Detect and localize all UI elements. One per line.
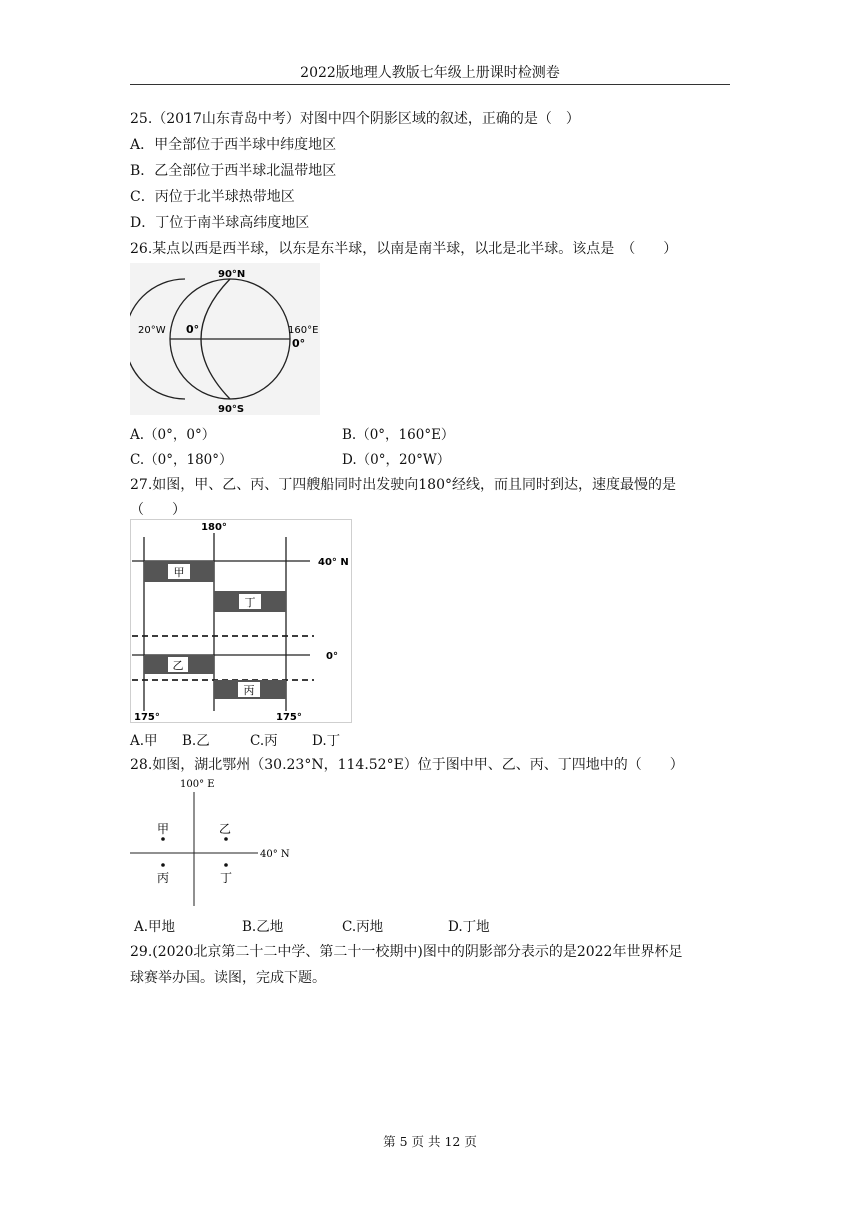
q26-option-d: D.（0°，20°W） [342,452,451,468]
q27-label-40n: 40° N [318,557,349,568]
q28-option-a: A.甲地 [134,919,176,935]
q27-label-175-left: 175° [134,712,160,723]
q26-label-center: 0° [186,323,200,336]
q29-stem-line2: 球赛举办国。读图，完成下题。 [130,970,326,986]
page-header-title: 2022版地理人教版七年级上册课时检测卷 [300,65,560,81]
q27-ship-ding-label: 丁 [244,596,256,609]
q28-point-jia-label: 甲 [156,822,170,836]
q25-stem: 25.（2017山东青岛中考）对图中四个阴影区域的叙述，正确的是（ ） [130,111,580,127]
q28-label-meridian: 100° E [180,779,215,790]
q27-label-equator: 0° [326,651,338,662]
q29-stem-line1: 29.(2020北京第二十二中学、第二十一校期中)图中的阴影部分表示的是2022年世界杯足 [130,944,683,960]
q27-ship-yi-label: 乙 [172,659,184,672]
q26-option-a: A.（0°，0°） [130,427,216,443]
q27-ship-bing-label: 丙 [243,684,255,697]
q27-option-c: C.丙 [250,733,278,749]
page-footer-number: 第 5 页 共 12 页 [383,1134,477,1149]
q28-option-d: D.丁地 [448,919,490,935]
q28-label-parallel: 40° N [260,849,290,860]
q28-stem: 28.如图，湖北鄂州（30.23°N，114.52°E）位于图中甲、乙、丙、丁四地中的（ ） [130,757,684,773]
q26-option-b: B.（0°，160°E） [342,427,455,443]
q27-stem-line2: （ ） [130,502,186,518]
q28-option-c: C.丙地 [342,919,384,935]
q28-point-ding-label: 丁 [219,871,233,885]
q27-option-d: D.丁 [312,733,341,749]
q26-stem: 26.某点以西是西半球，以东是东半球，以南是南半球，以北是北半球。该点是 （ ） [130,241,678,257]
q26-label-north: 90°N [218,269,246,280]
q28-point-yi-label: 乙 [218,822,232,836]
q25-option-a: A．甲全部位于西半球中纬度地区 [130,137,337,153]
q25-option-c: C．丙位于北半球热带地区 [130,189,295,205]
q27-option-b: B.乙 [182,733,210,749]
q28-point-ding [224,863,228,867]
q28-grid-figure [128,776,298,908]
q28-option-b: B.乙地 [242,919,284,935]
q27-ships-figure [130,519,352,723]
q27-option-a: A.甲 [130,733,158,749]
q28-point-jia [161,837,165,841]
q26-label-west: 20°W [138,325,166,336]
q25-option-d: D．丁位于南半球高纬度地区 [130,215,310,231]
q26-label-equator: 0° [292,337,306,350]
q25-option-b: B．乙全部位于西半球北温带地区 [130,163,337,179]
q27-ship-jia-label: 甲 [173,566,185,579]
q27-stem-line1: 27.如图，甲、乙、丙、丁四艘船同时出发驶向180°经线，而且同时到达，速度最慢的是 [130,477,676,493]
q28-point-bing-label: 丙 [156,871,170,885]
q26-label-east: 160°E [288,325,319,336]
q26-hemisphere-figure [130,263,320,415]
header-divider [130,84,730,85]
q27-label-175-right: 175° [276,712,302,723]
q26-option-c: C.（0°，180°） [130,452,233,468]
q28-point-yi [224,837,228,841]
q28-point-bing [161,863,165,867]
q27-label-180: 180° [201,522,227,533]
q26-label-south: 90°S [218,404,245,415]
